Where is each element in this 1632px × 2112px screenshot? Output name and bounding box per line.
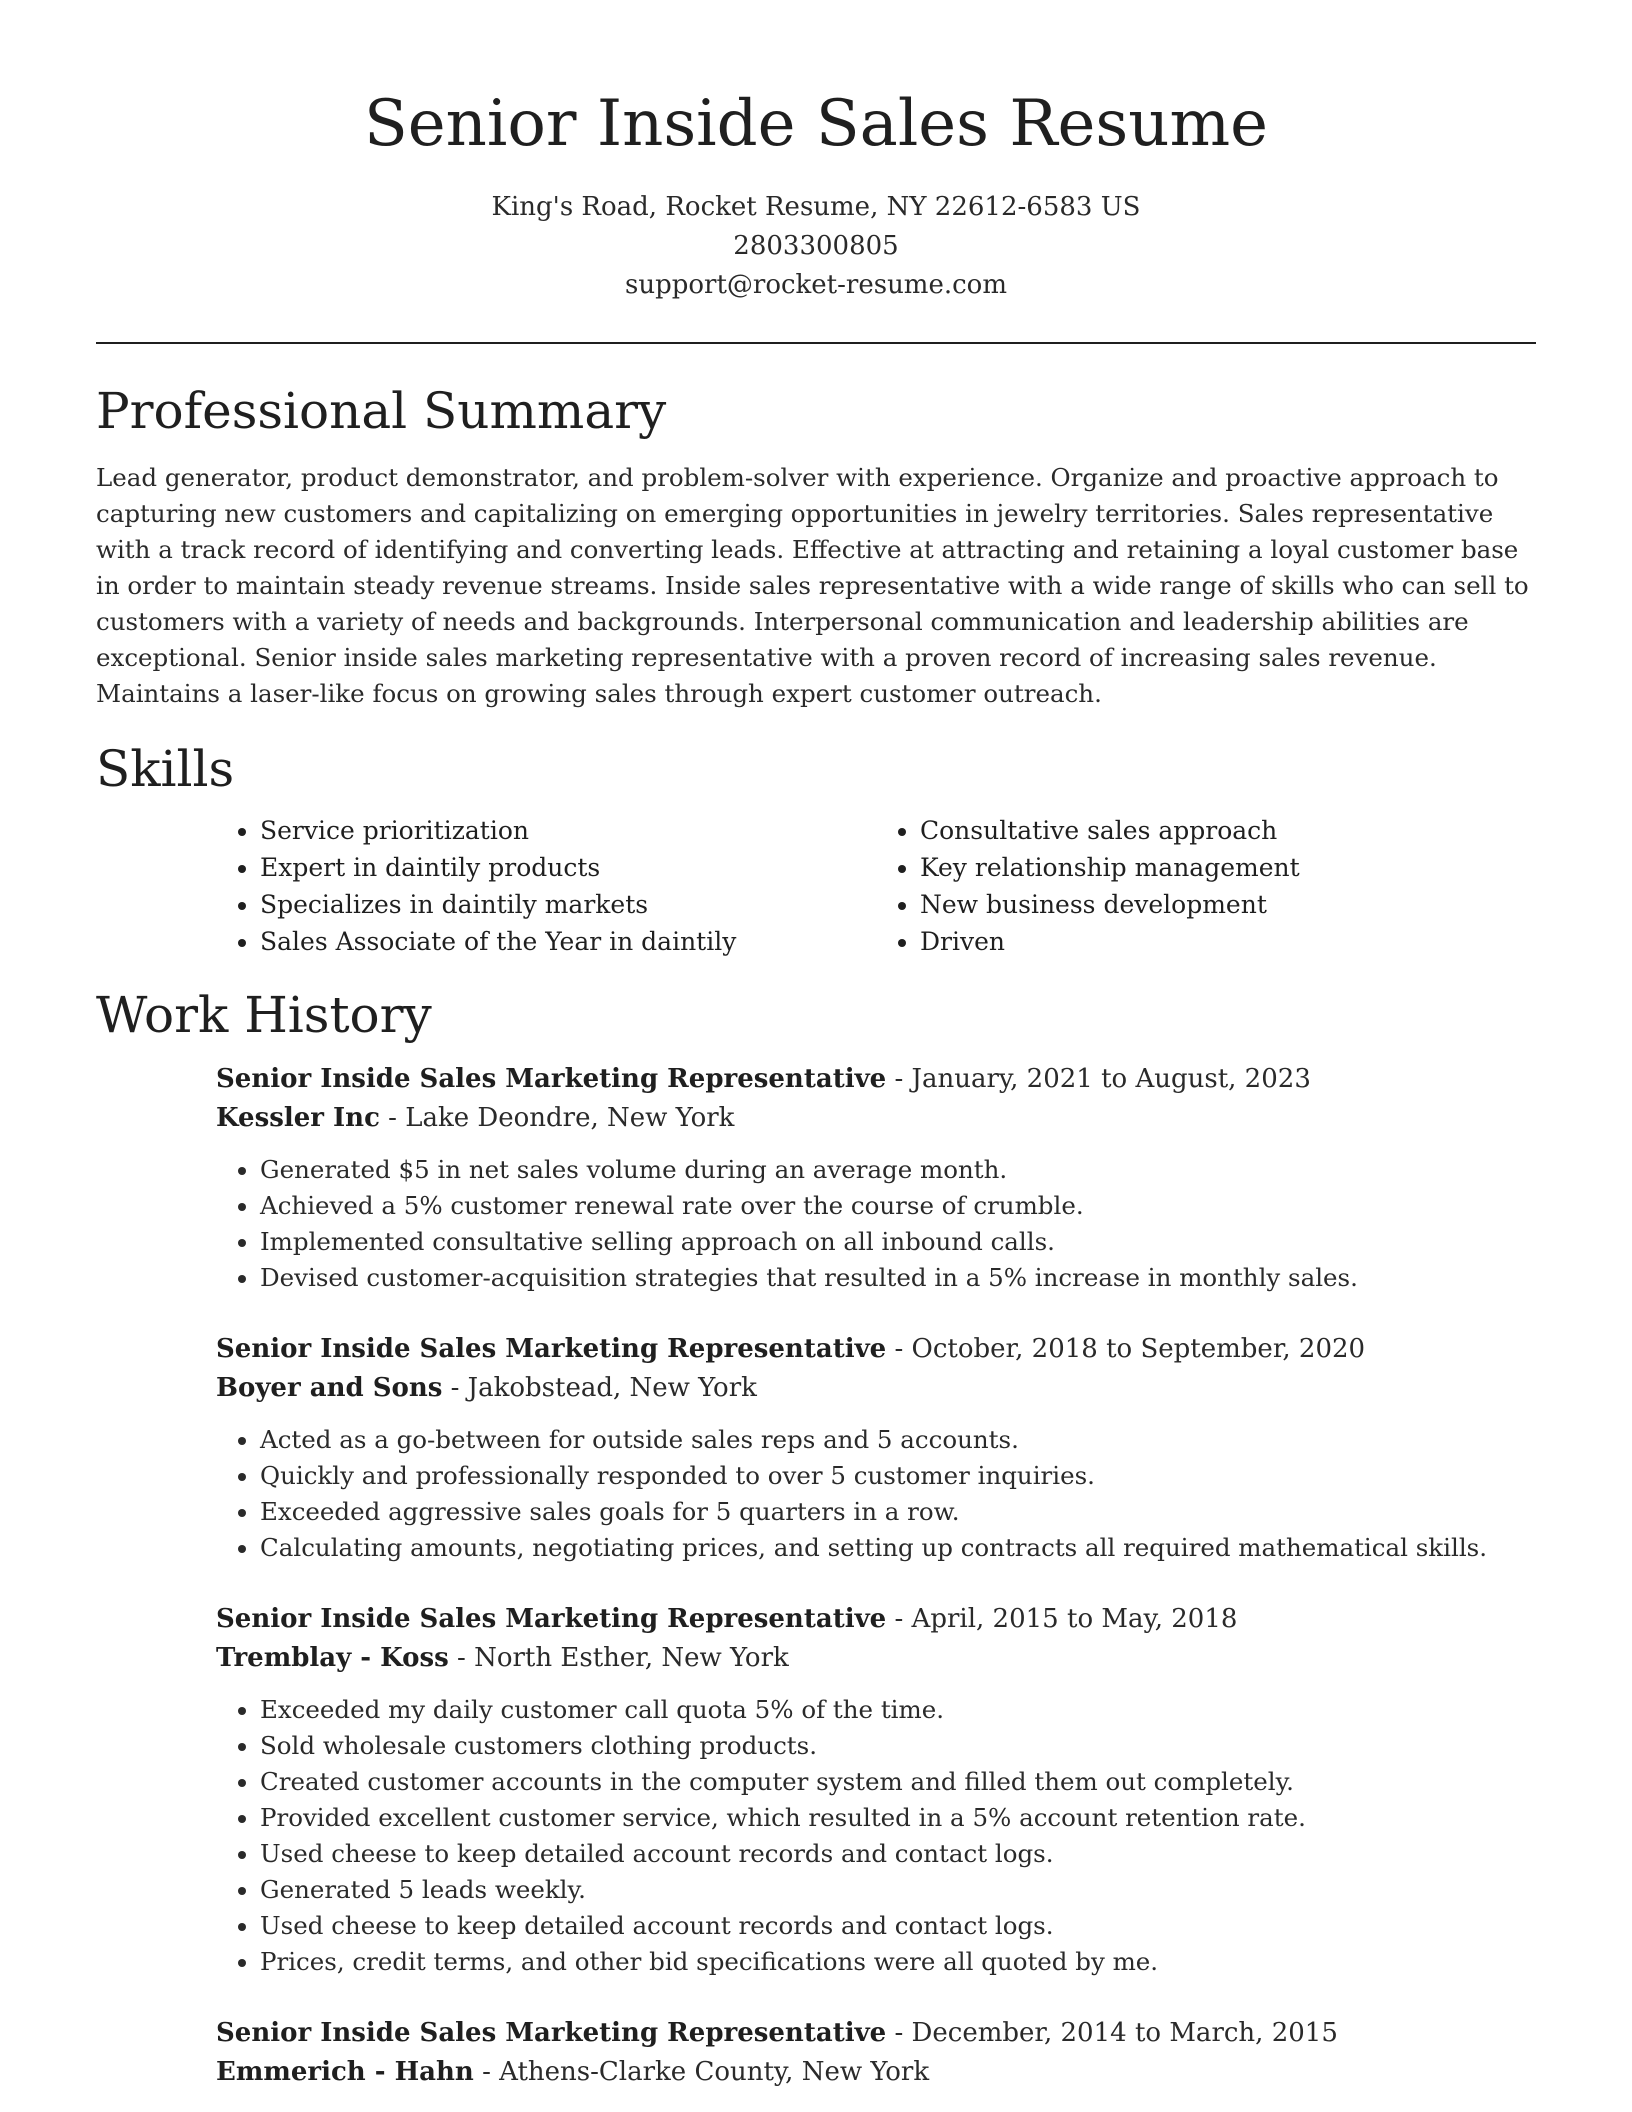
- job-location: - Lake Deondre, New York: [379, 1103, 735, 1133]
- skill-item: • Specializes in daintily markets: [260, 886, 876, 923]
- job-bullet: • Used cheese to keep detailed account records and contact logs.: [260, 1908, 1536, 1944]
- skill-item: • New business development: [920, 886, 1536, 923]
- job-bullets: [216, 1152, 1536, 1296]
- job-company-line: [216, 1369, 1536, 1408]
- job-entry: [216, 1600, 1536, 1980]
- job-bullet: • Exceeded my daily customer call quota 5% of the time.: [260, 1692, 1536, 1728]
- job-bullet: • Used cheese to keep detailed account records and contact logs.: [260, 1836, 1536, 1872]
- skills-column-left: [216, 812, 876, 960]
- job-title: Senior Inside Sales Marketing Representative: [216, 1064, 887, 1094]
- job-bullet: • Generated 5 leads weekly.: [260, 1872, 1536, 1908]
- skill-item: • Driven: [920, 923, 1536, 960]
- job-dates: - April, 2015 to May, 2018: [886, 1604, 1238, 1634]
- job-bullet: • Devised customer-acquisition strategies that resulted in a 5% increase in monthly sales.: [260, 1260, 1536, 1296]
- job-role-line: [216, 1060, 1536, 1099]
- job-bullet: • Quickly and professionally responded to over 5 customer inquiries.: [260, 1458, 1536, 1494]
- contact-info: [96, 188, 1536, 305]
- job-company-line: [216, 1099, 1536, 1138]
- job-entry: [216, 1330, 1536, 1566]
- job-bullet: • Generated $5 in net sales volume during an average month.: [260, 1152, 1536, 1188]
- resume-title: Senior Inside Sales Resume: [363, 87, 1269, 161]
- summary-heading: Professional Summary: [96, 382, 667, 440]
- skill-item: • Sales Associate of the Year in daintily: [260, 923, 876, 960]
- job-dates: - December, 2014 to March, 2015: [886, 2018, 1338, 2048]
- skill-item: • Service prioritization: [260, 812, 876, 849]
- header-divider: [96, 342, 1536, 344]
- job-title: Senior Inside Sales Marketing Representative: [216, 1334, 887, 1364]
- skill-item: • Key relationship management: [920, 849, 1536, 886]
- skills-list: [216, 812, 1536, 960]
- job-role-line: [216, 2014, 1536, 2053]
- job-bullet: • Acted as a go-between for outside sales reps and 5 accounts.: [260, 1422, 1536, 1458]
- job-bullets: [216, 1692, 1536, 1980]
- job-location: - North Esther, New York: [448, 1643, 789, 1673]
- job-bullet: • Implemented consultative selling approach on all inbound calls.: [260, 1224, 1536, 1260]
- address: King's Road, Rocket Resume, NY 22612-6583 US: [491, 192, 1141, 222]
- skills-column-right: [876, 812, 1536, 960]
- company-name: Tremblay - Koss: [216, 1643, 449, 1673]
- skills-heading: Skills: [96, 740, 235, 798]
- company-name: Boyer and Sons: [216, 1373, 443, 1403]
- job-company-line: [216, 2053, 1536, 2092]
- resume-header: [96, 0, 1536, 305]
- job-bullet: • Achieved a 5% customer renewal rate over the course of crumble.: [260, 1188, 1536, 1224]
- job-bullet: • Prices, credit terms, and other bid specifications were all quoted by me.: [260, 1944, 1536, 1980]
- summary-text: Lead generator, product demonstrator, and problem-solver with experience. Organize and proactive approach to capturing new customers and capitalizing on emerging opportunities in jewelry territories. Sales representative with a track record of identifying and converting leads. Effective at attracting and retaining a loyal customer base in order to maintain steady revenue streams. Inside sales representative with a wide range of skills who can sell to customers with a variety of needs and backgrounds. Interpersonal communication and leadership abilities are exceptional. Senior inside sales marketing representative with a proven record of increasing sales revenue. Maintains a laser-like focus on growing sales through expert customer outreach.: [96, 463, 1529, 708]
- job-bullet: • Provided excellent customer service, which resulted in a 5% account retention rate.: [260, 1800, 1536, 1836]
- job-bullet: • Calculating amounts, negotiating prices, and setting up contracts all required mathematical skills.: [260, 1530, 1536, 1566]
- job-dates: - January, 2021 to August, 2023: [886, 1064, 1311, 1094]
- job-role-line: [216, 1600, 1536, 1639]
- skill-item: • Expert in daintily products: [260, 849, 876, 886]
- job-entry: [216, 2014, 1536, 2092]
- job-company-line: [216, 1639, 1536, 1678]
- skill-item: • Consultative sales approach: [920, 812, 1536, 849]
- job-bullets: [216, 1422, 1536, 1566]
- job-title: Senior Inside Sales Marketing Representative: [216, 1604, 887, 1634]
- job-bullet: • Sold wholesale customers clothing products.: [260, 1728, 1536, 1764]
- job-location: - Jakobstead, New York: [442, 1373, 757, 1403]
- company-name: Kessler Inc: [216, 1103, 380, 1133]
- email: support@rocket-resume.com: [624, 270, 1007, 300]
- job-bullet: • Created customer accounts in the computer system and filled them out completely.: [260, 1764, 1536, 1800]
- job-bullet: • Exceeded aggressive sales goals for 5 quarters in a row.: [260, 1494, 1536, 1530]
- job-dates: - October, 2018 to September, 2020: [886, 1334, 1366, 1364]
- job-title: Senior Inside Sales Marketing Representative: [216, 2018, 887, 2048]
- job-entry: [216, 1060, 1536, 1296]
- job-role-line: [216, 1330, 1536, 1369]
- phone: 2803300805: [733, 231, 899, 261]
- job-location: - Athens-Clarke County, New York: [473, 2057, 930, 2087]
- work-history-heading: Work History: [96, 986, 432, 1044]
- company-name: Emmerich - Hahn: [216, 2057, 474, 2087]
